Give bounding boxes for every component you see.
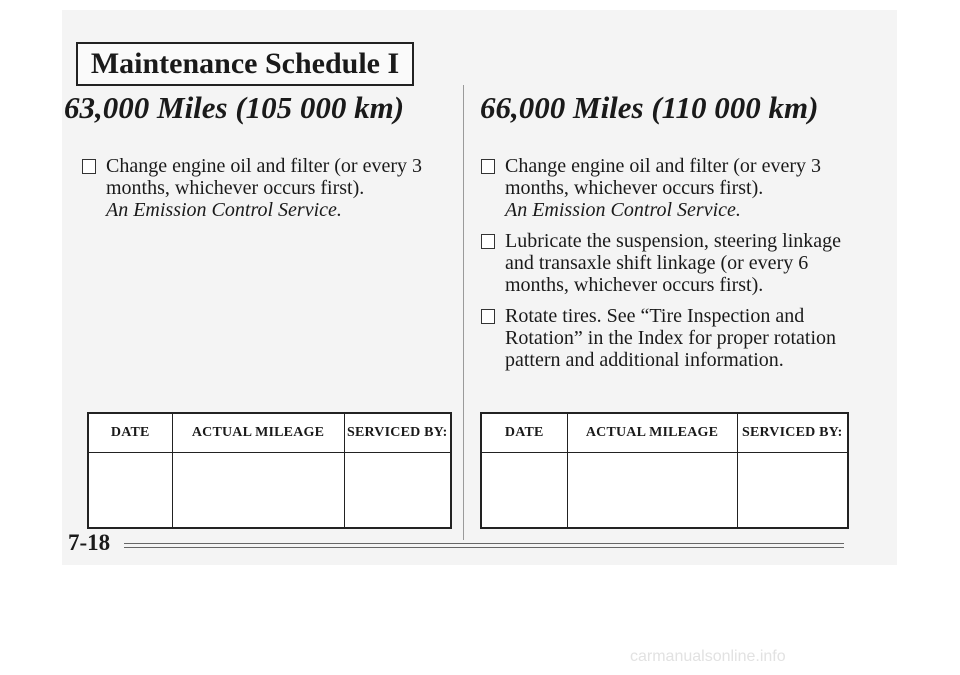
left-service-list [82, 155, 452, 230]
service-item-text: Change engine oil and filter (or every 3 months, whichever occurs first). [505, 155, 821, 199]
date-cell[interactable] [88, 453, 172, 529]
footer-rule [124, 543, 844, 544]
right-record-table [480, 412, 849, 529]
service-item [481, 230, 851, 296]
actual-mileage-header: ACTUAL MILEAGE [172, 413, 344, 453]
service-item-text: Change engine oil and filter (or every 3 months, whichever occurs first). [106, 155, 422, 199]
serviced-by-cell[interactable] [344, 453, 451, 529]
service-item [481, 155, 851, 221]
right-service-list [481, 155, 851, 380]
actual-mileage-cell[interactable] [172, 453, 344, 529]
checkbox-icon [481, 309, 495, 324]
service-item [481, 305, 851, 371]
column-divider [463, 85, 464, 540]
actual-mileage-header: ACTUAL MILEAGE [567, 413, 737, 453]
checkbox-icon [82, 159, 96, 174]
page-number: 7-18 [68, 530, 111, 555]
checkbox-icon [481, 234, 495, 249]
left-mileage-heading: 63,000 Miles (105 000 km) [64, 90, 405, 125]
date-header: DATE [481, 413, 567, 453]
section-title: Maintenance Schedule I [76, 42, 414, 86]
service-item-text: Lubricate the suspension, steering linkage and transaxle shift linkage (or every 6 months, whichever occurs first). [505, 230, 842, 296]
service-item [82, 155, 452, 221]
serviced-by-header: SERVICED BY: [344, 413, 451, 453]
right-mileage-heading: 66,000 Miles (110 000 km) [480, 90, 819, 125]
actual-mileage-cell[interactable] [567, 453, 737, 529]
service-item-text: Rotate tires. See “Tire Inspection and Rotation” in the Index for proper rotation pattern and additional information. [505, 305, 837, 371]
watermark: carmanualsonline.info [630, 648, 786, 665]
serviced-by-header: SERVICED BY: [737, 413, 848, 453]
emission-note: An Emission Control Service. [505, 199, 741, 221]
date-cell[interactable] [481, 453, 567, 529]
checkbox-icon [481, 159, 495, 174]
serviced-by-cell[interactable] [737, 453, 848, 529]
left-record-table [87, 412, 452, 529]
emission-note: An Emission Control Service. [106, 199, 342, 221]
footer-rule [124, 547, 844, 548]
date-header: DATE [88, 413, 172, 453]
